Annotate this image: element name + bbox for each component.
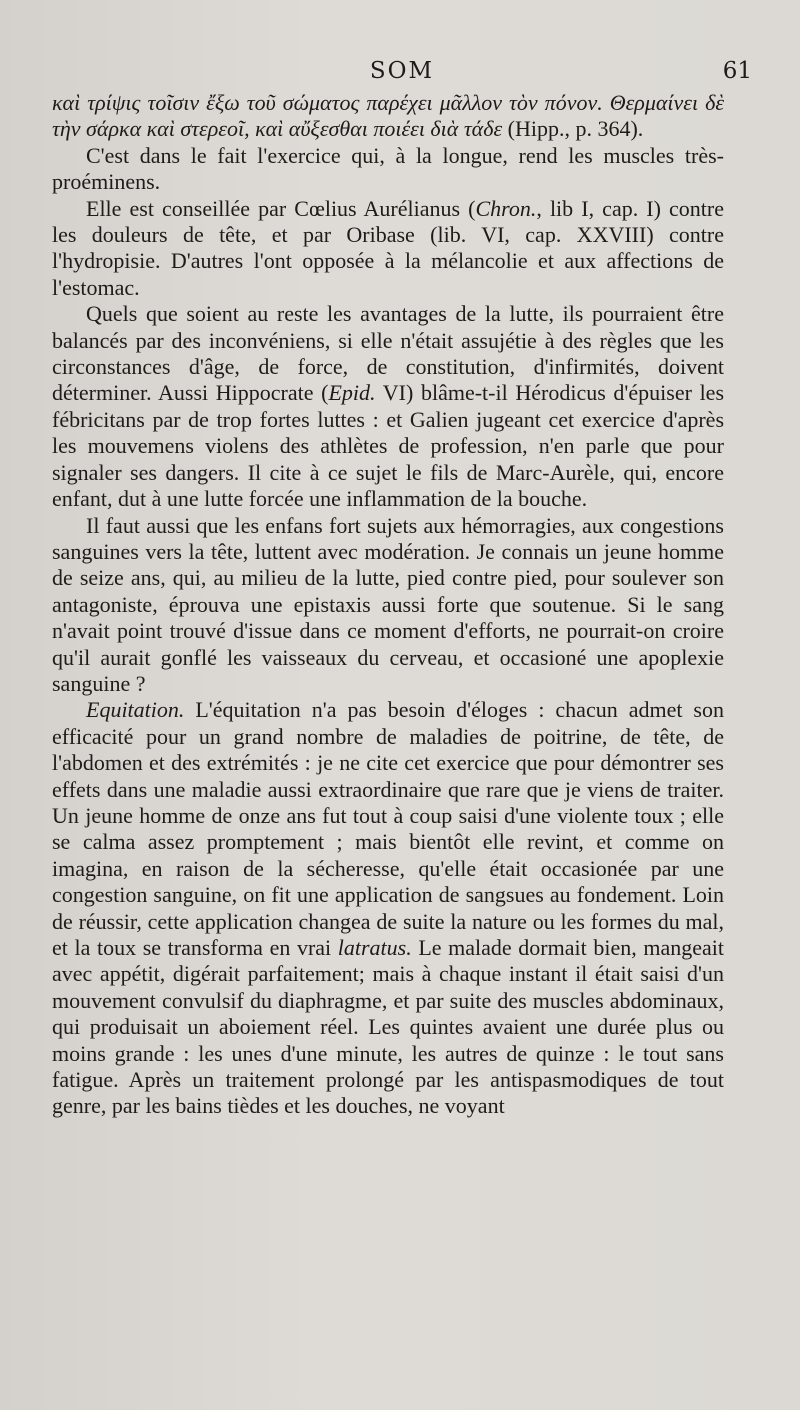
body-text xyxy=(52,90,724,1120)
paragraph-equitation xyxy=(52,697,724,1120)
greek-quotation: καὶ τρίψις τοῖσιν ἔξω τοῦ σώματος παρέχει μᾶλλον τὸν πόνον. Θερμαίνει δὲ τὴν σάρκα καὶ στερεοῖ, καὶ αὔξεσθαι ποιέει διὰ τάδε xyxy=(52,90,724,142)
text-run: Elle est conseillée par Cœlius Aurélianus ( xyxy=(86,195,476,221)
latin-term: latratus. xyxy=(337,935,412,960)
citation: (Hipp., p. 364). xyxy=(502,116,644,142)
page-number: 61 xyxy=(722,58,752,84)
paragraph-hemorrhages: Il faut aussi que les enfans fort sujets aux hémorragies, aux congestions sanguines vers la tête, luttent avec modération. Je connais un jeune homme de seize ans, qui, au milieu de la lutte, pied contre pied, pour soulever son antagoniste, éprouva une epistaxis aussi forte que soutenue. Si le sang n'avait point trouvé d'issue dans ce moment d'efforts, ne pourrait-on croire qu'il aurait gonflé les vaisseaux du cerveau, et occasioné une apoplexie sanguine ? xyxy=(52,512,724,696)
paragraph-recommendations xyxy=(52,196,724,302)
paragraph-muscles: C'est dans le fait l'exercice qui, à la longue, rend les muscles très-proéminens. xyxy=(52,142,724,195)
section-heading: Equitation. xyxy=(86,697,185,723)
page-header xyxy=(52,58,752,90)
text-run: L'équitation n'a pas besoin d'éloges : chacun admet son efficacité pour un grand nombre de maladies de poitrine, de tête, de l'abdomen et des extrémités : je ne cite cet exercice que pour démontrer ses effets dans une maladie aussi extraordinaire que rare que je viens de traiter. Un jeune homme de onze ans fut tout à coup saisi d'une violente toux ; elle se calma assez promptement ; mais bientôt elle revint, et comme on imagina, en raison de la sécheresse, qu'elle était occasionée par une congestion sanguine, on fit une application de sangsues au fondement. Loin de réussir, cette application changea de suite la nature ou les formes du mal, et la toux se transforma en vrai xyxy=(52,697,724,960)
greek-quote-paragraph xyxy=(52,90,724,143)
text-run: Quels que soient au reste les avantages de la lutte, ils pourraient être balancés par des inconvéniens, si elle n'était assujétie à des règles que les circonstances d'âge, de force, de constitution, d'infirmités, doivent déterminer. Aussi Hippocrate ( xyxy=(52,301,724,406)
text-run: , lib I, cap. I) contre les douleurs de tête, et par Oribase (lib. VI, cap. XXVIII) contre l'hydropisie. D'autres l'ont opposée à la mélancolie et aux affections de l'estomac. xyxy=(52,195,724,300)
paragraph-inconveniences xyxy=(52,301,724,512)
text-run: VI) blâme-t-il Hérodicus d'épuiser les fébricitans par de trop fortes luttes : et Galien jugeant cet exercice d'après les mouvemens violens des athlètes de profession, n'en parle que pour signaler ses dangers. Il cite à ce sujet le fils de Marc-Aurèle, qui, encore enfant, dut à une lutte forcée une inflammation de la bouche. xyxy=(52,380,725,512)
work-title: Epid. xyxy=(328,380,376,406)
running-head: SOM xyxy=(369,58,435,84)
text-run: Le malade dormait bien, mangeait avec appétit, digérait parfaitement; mais à chaque instant il était saisi d'un mouvement convulsif du diaphragme, et par suite des muscles abdominaux, qui produisait un aboiement réel. Les quintes avaient une durée plus ou moins grande : les unes d'une minute, les autres de quinze : le tout sans fatigue. Après un traitement prolongé par les antispasmodiques de tout genre, par les bains tièdes et les douches, ne voyant xyxy=(52,935,724,1119)
work-title: Chron. xyxy=(475,195,537,221)
